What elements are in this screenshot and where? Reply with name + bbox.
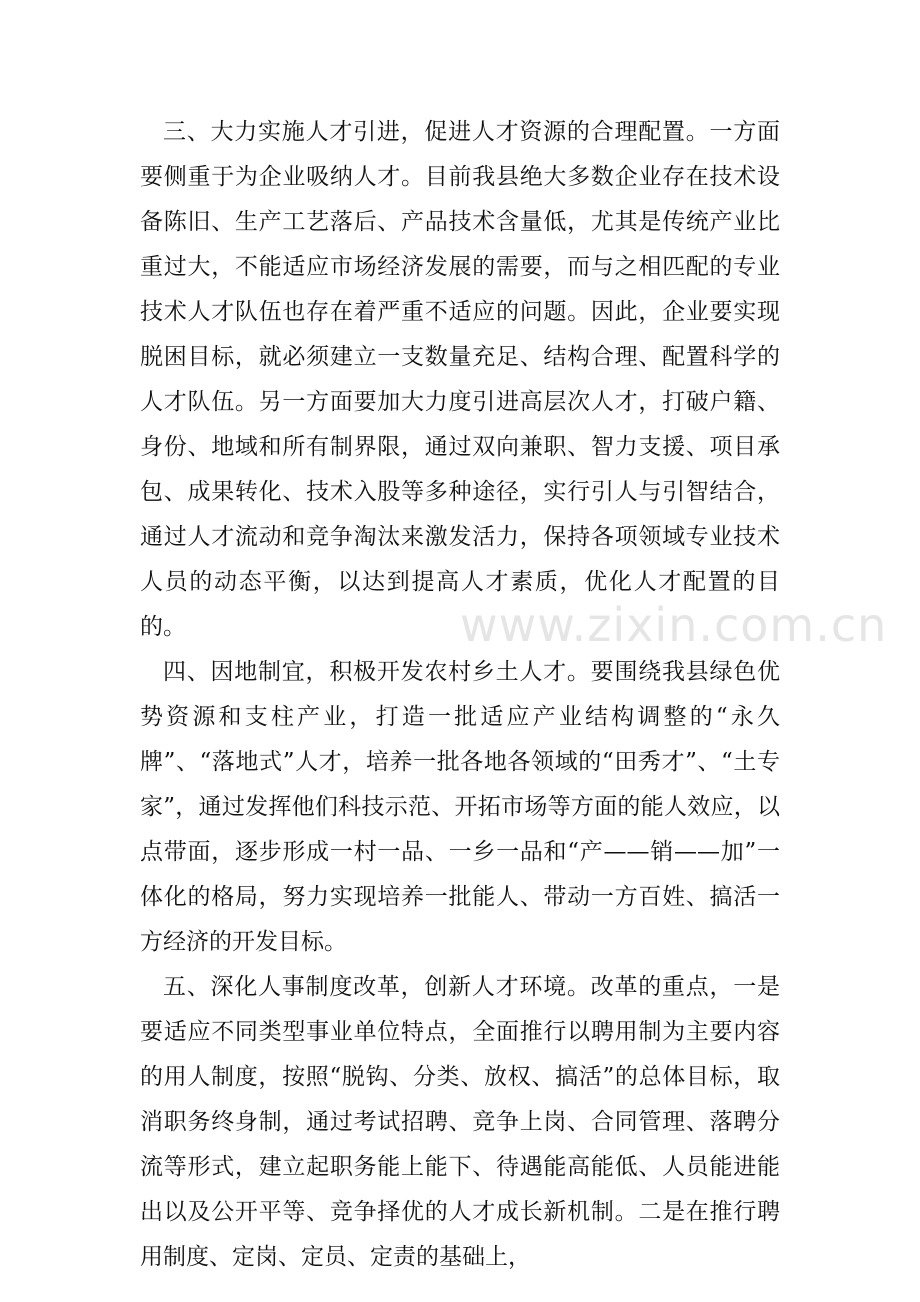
paragraph-talent-introduction: 三、大力实施人才引进，促进人才资源的合理配置。一方面要侧重于为企业吸纳人才。目前我县绝大多数企业存在技术设备陈旧、生产工艺落后、产品技术含量低，尤其是传统产业比重过大，不能适应市场经济发展的需要，而与之相匹配的专业技术人才队伍也存在着严重不适应的问题。因此，企业要实现脱困目标，就必须建立一支数量充足、结构合理、配置科学的人才队伍。另一方面要加大力度引进高层次人才，打破户籍、身份、地域和所有制界限，通过双向兼职、智力支援、项目承包、成果转化、技术入股等多种途径，实行引人与引智结合，通过人才流动和竞争淘汰来激发活力，保持各项领域专业技术人员的动态平衡，以达到提高人才素质，优化人才配置的目的。 (140, 119, 780, 640)
document-body (140, 110, 780, 1280)
paragraph-local-talent: 四、因地制宜，积极开发农村乡土人才。要围绕我县绿色优势资源和支柱产业，打造一批适应产业结构调整的“永久牌”、“落地式”人才，培养一批各地各领域的“田秀才”、“土专家”，通过发挥他们科技示范、开拓市场等方面的能人效应，以点带面，逐步形成一村一品、一乡一品和“产——销——加”一体化的格局，努力实现培养一批能人、带动一方百姓、搞活一方经济的开发目标。 (140, 659, 780, 955)
watermark: www.zixin.com.cn (460, 598, 888, 652)
paragraph-personnel-reform: 五、深化人事制度改革，创新人才环境。改革的重点，一是要适应不同类型事业单位特点，全面推行以聘用制为主要内容的用人制度，按照“脱钩、分类、放权、搞活”的总体目标，取消职务终身制，通过考试招聘、竞争上岗、合同管理、落聘分流等形式，建立起职务能上能下、待遇能高能低、人员能进能出以及公开平等、竞争择优的人才成长新机制。二是在推行聘用制度、定岗、定员、定责的基础上， (140, 974, 780, 1270)
